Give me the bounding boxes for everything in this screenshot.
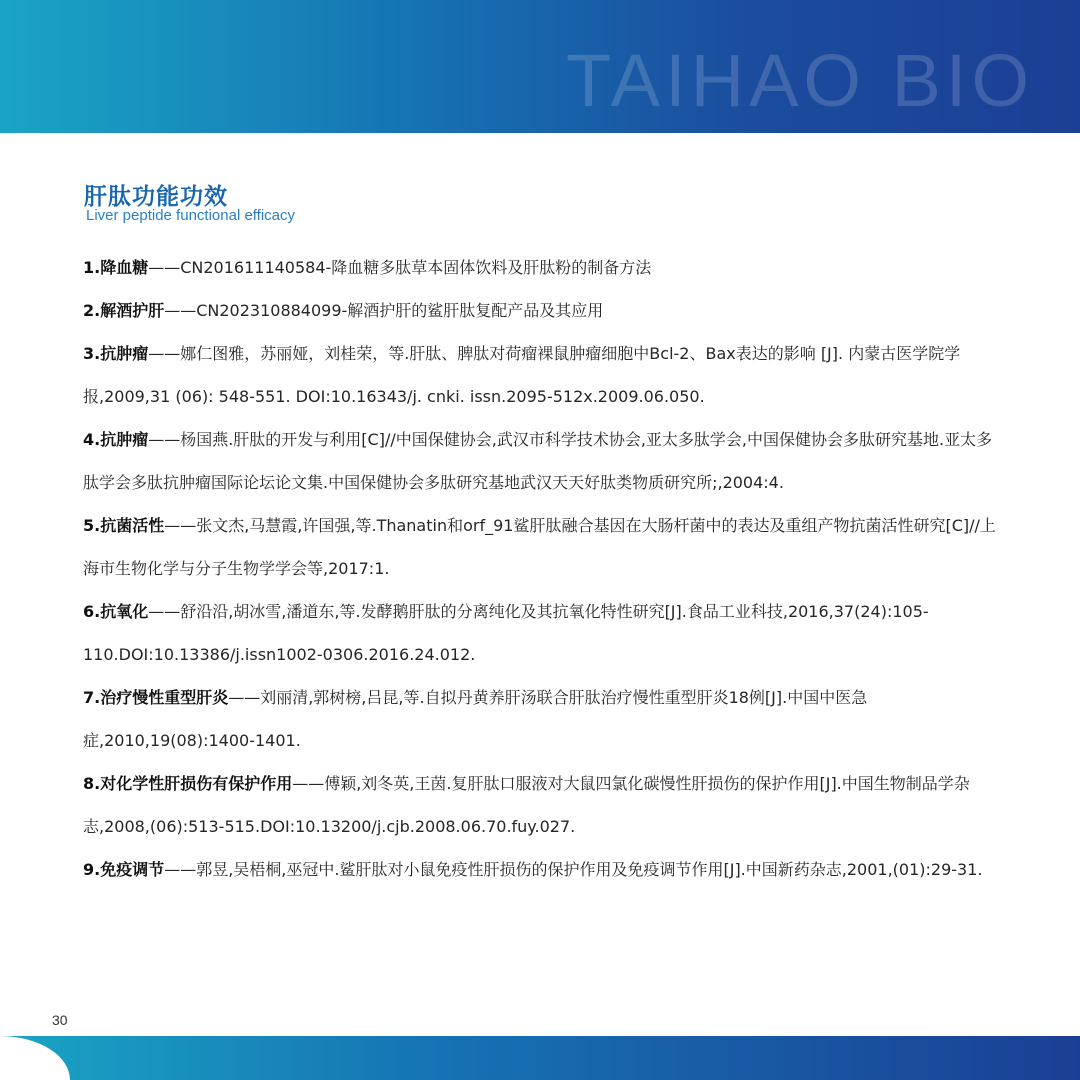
reference-item	[83, 418, 998, 504]
reference-label: 4.抗肿瘤	[83, 430, 149, 449]
reference-label: 7.治疗慢性重型肝炎	[83, 688, 229, 707]
reference-label: 9.免疫调节	[83, 860, 165, 879]
footer-curve-decoration	[0, 1036, 70, 1080]
reference-text: ——娜仁图雅，苏丽娅，刘桂荣，等.肝肽、脾肽对荷瘤裸鼠肿瘤细胞中Bcl-2、Bax表达的影响 [J]. 内蒙古医学院学报,2009,31 (06): 548-551. DOI:10.16343/j. cnki. issn.2095-512x.2009.06.050.	[83, 344, 961, 406]
reference-item	[83, 762, 998, 848]
reference-label: 6.抗氧化	[83, 602, 149, 621]
reference-text: ——CN202310884099-解酒护肝的鲨肝肽复配产品及其应用	[164, 301, 604, 320]
reference-item	[83, 676, 998, 762]
reference-text: ——郭昱,吴梧桐,巫冠中.鲨肝肽对小鼠免疫性肝损伤的保护作用及免疫调节作用[J].中国新药杂志,2001,(01):29-31.	[164, 860, 983, 879]
reference-text: ——傅颖,刘冬英,王茵.复肝肽口服液对大鼠四氯化碳慢性肝损伤的保护作用[J].中国生物制品学杂志,2008,(06):513-515.DOI:10.13200/j.cjb.2008.06.70.fuy.027.	[83, 774, 970, 836]
reference-list	[83, 246, 998, 891]
footer-band	[0, 1036, 1080, 1080]
reference-item	[83, 590, 998, 676]
reference-label: 8.对化学性肝损伤有保护作用	[83, 774, 293, 793]
reference-text: ——舒沿沿,胡冰雪,潘道东,等.发酵鹅肝肽的分离纯化及其抗氧化特性研究[J].食品工业科技,2016,37(24):105-110.DOI:10.13386/j.issn1002-0306.2016.24.012.	[83, 602, 929, 664]
section-subtitle: Liver peptide functional efficacy	[86, 207, 296, 224]
page-number: 30	[52, 1012, 68, 1028]
reference-item	[83, 289, 998, 332]
reference-item	[83, 504, 998, 590]
reference-label: 2.解酒护肝	[83, 301, 165, 320]
section-title: 肝肽功能功效	[84, 184, 228, 210]
reference-text: ——张文杰,马慧霞,许国强,等.Thanatin和orf_91鲨肝肽融合基因在大肠杆菌中的表达及重组产物抗菌活性研究[C]//上海市生物化学与分子生物学学会等,2017:1.	[83, 516, 996, 578]
reference-text: ——CN201611140584-降血糖多肽草本固体饮料及肝肽粉的制备方法	[148, 258, 652, 277]
reference-text: ——刘丽清,郭树榜,吕昆,等.自拟丹黄养肝汤联合肝肽治疗慢性重型肝炎18例[J].中国中医急症,2010,19(08):1400-1401.	[83, 688, 868, 750]
reference-item	[83, 848, 998, 891]
reference-label: 1.降血糖	[83, 258, 149, 277]
reference-text: ——杨国燕.肝肽的开发与利用[C]//中国保健协会,武汉市科学技术协会,亚太多肽学会,中国保健协会多肽研究基地.亚太多肽学会多肽抗肿瘤国际论坛论文集.中国保健协会多肽研究基地武汉天天好肽类物质研究所;,2004:4.	[83, 430, 993, 492]
reference-item	[83, 246, 998, 289]
header-band	[0, 0, 1080, 133]
brand-watermark: TAIHAO BIO	[566, 39, 1035, 122]
reference-item	[83, 332, 998, 418]
reference-label: 3.抗肿瘤	[83, 344, 149, 363]
reference-label: 5.抗菌活性	[83, 516, 165, 535]
